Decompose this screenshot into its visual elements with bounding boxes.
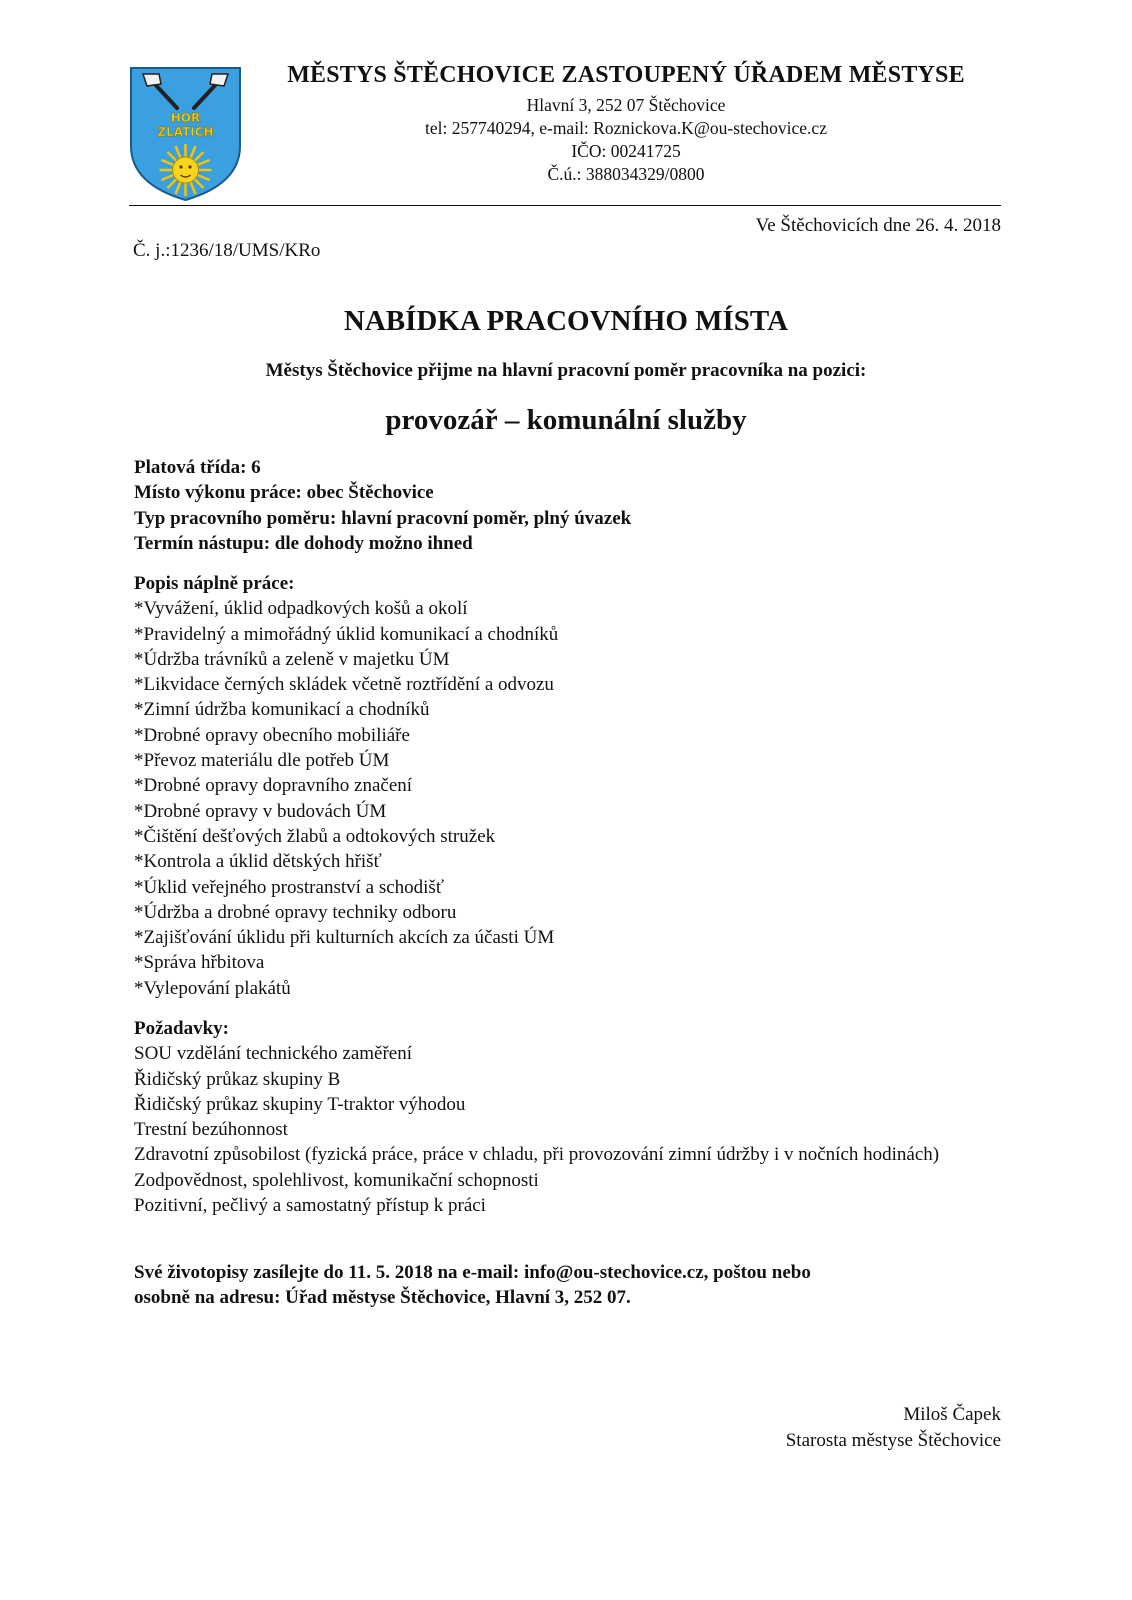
duty-item: *Drobné opravy obecního mobiliáře [134,724,410,746]
requirement-item: Řidičský průkaz skupiny B [134,1068,341,1090]
requirement-item: Řidičský průkaz skupiny T-traktor výhodou [134,1093,466,1115]
letterhead-divider [129,205,1001,206]
duty-item: *Likvidace černých skládek včetně roztřídění a odvozu [134,674,554,696]
duty-item: *Kontrola a úklid dětských hřišť [134,851,382,873]
position-title: provozář – komunální služby [385,404,747,436]
requirements-heading: Požadavky: [134,1018,229,1039]
signature-block [600,1402,1001,1453]
fact-employment-type: Typ pracovního poměru: hlavní pracovní poměr, plný úvazek [134,507,632,529]
requirement-item: Pozitivní, pečlivý a samostatný přístup k práci [134,1195,486,1217]
duty-item: *Vylepování plakátů [134,977,291,999]
duty-item: *Drobné opravy v budovách ÚM [134,800,387,822]
application-line-2: osobně na adresu: Úřad městyse Štěchovice, Hlavní 3, 252 07. [134,1287,631,1309]
reference-number: Č. j.:1236/18/UMS/KRo [133,240,321,261]
duties-heading: Popis náplně práce: [134,573,295,594]
intro-text: Městys Štěchovice přijme na hlavní pracovní poměr pracovníka na pozici: [265,360,867,381]
letterhead [250,62,1002,186]
duty-item: *Zajišťování úklidu při kulturních akcích za účasti ÚM [134,927,555,949]
fact-place: Místo výkonu práce: obec Štěchovice [134,482,434,504]
letterhead-ico: IČO: 00241725 [571,141,681,161]
crest-text-line1: HOR [170,111,201,125]
duty-item: *Vyvážení, úklid odpadkových košů a okolí [134,598,468,620]
application-line-1: Své životopisy zasílejte do 11. 5. 2018 na e-mail: info@ou-stechovice.cz, poštou nebo [134,1262,811,1283]
duty-item: *Údržba a drobné opravy techniky odboru [134,901,457,923]
fact-salary-class: Platová třída: 6 [134,457,261,478]
crest-text-line2: ZLATICH [157,125,214,139]
letterhead-title: MĚSTYS ŠTĚCHOVICE ZASTOUPENÝ ÚŘADEM MĚSTYSE [287,62,965,88]
requirement-item: SOU vzdělání technického zaměření [134,1043,413,1065]
signatory-role: Starosta městyse Štěchovice [785,1429,1001,1451]
job-facts [134,455,1014,556]
document-date: Ve Štěchovicích dne 26. 4. 2018 [755,215,1001,236]
duty-item: *Zimní údržba komunikací a chodníků [134,699,430,721]
fact-start-date: Termín nástupu: dle dohody možno ihned [134,532,473,554]
duty-item: *Úklid veřejného prostranství a schodišť [134,876,444,898]
letterhead-address: Hlavní 3, 252 07 Štěchovice [526,95,726,115]
page-title: NABÍDKA PRACOVNÍHO MÍSTA [343,305,789,337]
requirement-item: Trestní bezúhonnost [134,1119,288,1141]
duty-item: *Převoz materiálu dle potřeb ÚM [134,750,390,772]
application-instructions [134,1260,934,1311]
letterhead-account: Č.ú.: 388034329/0800 [547,164,705,184]
duty-item: *Pravidelný a mimořádný úklid komunikací a chodníků [134,623,559,645]
duty-item: *Čištění dešťových žlabů a odtokových stružek [134,825,496,847]
duty-item: *Údržba trávníků a zeleně v majetku ÚM [134,648,450,670]
signatory-name: Miloš Čapek [903,1404,1001,1425]
duty-item: *Drobné opravy dopravního značení [134,775,413,797]
municipal-crest-logo [129,66,242,202]
duty-item: *Správa hřbitova [134,952,265,974]
duties-section [134,571,1014,1001]
requirement-item: Zdravotní způsobilost (fyzická práce, práce v chladu, při provozování zimní údržby i v nočních hodinách) [134,1144,940,1166]
requirement-item: Zodpovědnost, spolehlivost, komunikační schopnosti [134,1169,539,1191]
letterhead-contact: tel: 257740294, e-mail: Roznickova.K@ou-stechovice.cz [425,118,827,138]
requirements-section [134,1016,1014,1218]
